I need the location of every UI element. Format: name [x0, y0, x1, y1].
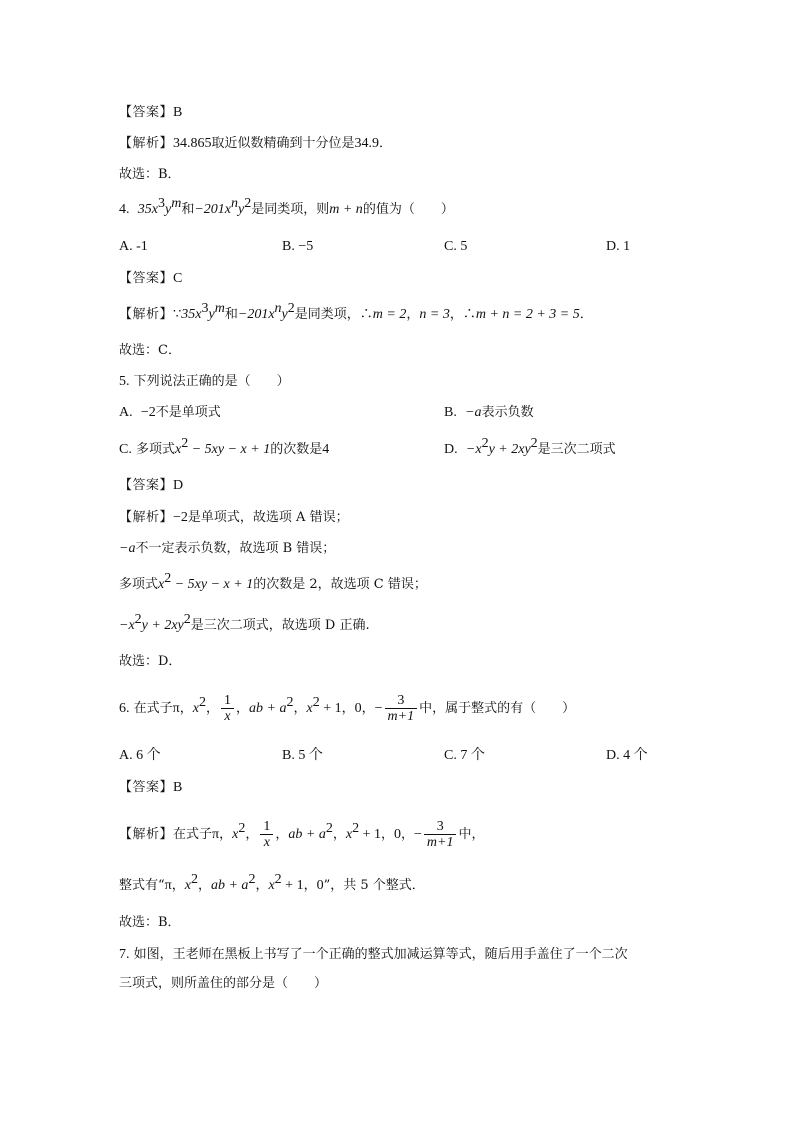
analysis-result: 34.9 [354, 136, 380, 151]
stem-text: 的值为（ ） [362, 202, 454, 217]
q3-choice-line: 故选：B． [119, 167, 181, 182]
exponent: 3 [157, 196, 165, 211]
exponent: 2 [312, 695, 320, 710]
expression: − 5xy − x + 1 [188, 442, 271, 457]
exponent: 2 [198, 695, 206, 710]
analysis-text: 是同类项， [294, 307, 360, 322]
q5-option-c[interactable] [119, 436, 330, 459]
question-number: 4. [119, 202, 130, 217]
fraction-1-over-x [260, 819, 273, 850]
q5-option-b[interactable] [444, 404, 534, 422]
analysis-end: ． [379, 136, 393, 151]
q4-option-b[interactable]: B. −5 [282, 239, 314, 254]
expression: −2 [140, 405, 156, 420]
expression: x [345, 827, 353, 842]
term: y [281, 307, 288, 322]
option-label: B. [444, 405, 457, 420]
analysis-label: 【解析】 [119, 510, 174, 525]
connector: 和 [181, 202, 195, 217]
term: 35x [181, 307, 202, 322]
punct: ， [235, 701, 249, 716]
stem-text: 在式子 [133, 701, 173, 716]
analysis-label: 【解析】 [119, 307, 174, 322]
q4-choice-line: 故选：C． [119, 343, 181, 358]
therefore-symbol: ∴ [462, 307, 476, 322]
exponent: 2 [352, 821, 360, 836]
fraction-denominator: x [224, 709, 231, 724]
q6-choice-line: 故选：B． [119, 915, 181, 930]
option-number: 4 [322, 442, 330, 457]
exponent: 2 [183, 612, 191, 627]
q6-option-b[interactable]: B. 5 个 [282, 748, 323, 763]
q6-option-a[interactable]: A. 6 个 [119, 748, 161, 763]
q5-option-d[interactable] [444, 436, 616, 459]
q5-answer-line [119, 477, 183, 495]
question-number: 6. [119, 701, 130, 716]
punct: ， [400, 827, 414, 842]
pi-symbol: π [164, 878, 172, 893]
question-number: 7. [119, 947, 130, 962]
exponent: 2 [238, 821, 246, 836]
q5-analysis-line-1 [119, 509, 349, 527]
question-number: 5. [119, 374, 130, 389]
fraction-1-over-x [221, 693, 234, 724]
fraction-numerator: 3 [424, 819, 457, 835]
analysis-text: 中， [458, 827, 485, 842]
expression: + 1 [281, 878, 304, 893]
analysis-text: ”，共 5 个整式． [323, 878, 425, 893]
fraction-denominator: x [263, 835, 270, 850]
analysis-number: 34.865 [173, 136, 212, 151]
option-text: 是三次二项式 [537, 442, 616, 457]
q5-analysis-line-2 [119, 540, 335, 558]
q4-option-a[interactable]: A. -1 [119, 239, 148, 254]
expression: + 1 [319, 701, 342, 716]
expression: − 5xy − x + 1 [171, 577, 254, 592]
punct: ， [205, 701, 219, 716]
stem-text: 是同类项，则 [251, 202, 330, 217]
exponent: 2 [248, 872, 256, 887]
q4-answer-line [119, 270, 182, 288]
q7-stem-line-1 [119, 946, 628, 964]
term: 35x [137, 202, 158, 217]
expression: x [306, 701, 313, 716]
expression: y + 2xy [488, 442, 531, 457]
exponent: 2 [287, 301, 295, 316]
option-text: 多项式 [135, 442, 175, 457]
punct: ， [197, 878, 211, 893]
punct: ， [341, 701, 355, 716]
exponent: n [231, 196, 239, 211]
term: −201x [237, 307, 275, 322]
term: y [208, 307, 215, 322]
expression: −x [465, 442, 482, 457]
analysis-text: 是三次二项式，故选项 D 正确. [190, 618, 370, 633]
q5-choice-line: 故选：D． [119, 654, 182, 669]
q4-option-c[interactable]: C. 5 [444, 239, 468, 254]
analysis-text: 不一定表示负数，故选项 B 错误； [135, 541, 336, 556]
q3-analysis-line [119, 135, 392, 153]
expression: m + n [329, 202, 363, 217]
option-label: A. [119, 405, 133, 420]
answer-label: 【答案】 [119, 478, 174, 493]
exponent: 2 [325, 821, 333, 836]
punct: ， [380, 827, 394, 842]
therefore-symbol: ∴ [359, 307, 373, 322]
exponent: m [171, 196, 182, 211]
exponent: 3 [201, 301, 209, 316]
expression: x [158, 577, 165, 592]
expression: x [268, 878, 275, 893]
fraction-3-over-m-plus-1 [424, 819, 457, 850]
exponent: 2 [181, 436, 189, 451]
expression: −a [119, 541, 136, 556]
option-text: 不是单项式 [155, 405, 221, 420]
expression: ab + a [249, 701, 287, 716]
exponent: m [214, 301, 225, 316]
exponent: 2 [134, 612, 142, 627]
connector: 和 [224, 307, 238, 322]
pi-symbol: π [212, 827, 220, 842]
term: y [238, 202, 245, 217]
answer-label: 【答案】 [119, 780, 174, 795]
expression: ab + a [288, 827, 326, 842]
expression: x [192, 701, 199, 716]
q6-option-c[interactable]: C. 7 个 [444, 748, 485, 763]
exponent: 2 [530, 436, 538, 451]
punct: ， [171, 878, 185, 893]
q5-stem [119, 373, 290, 391]
q6-analysis-line [119, 818, 484, 852]
exponent: 2 [481, 436, 489, 451]
minus-sign: − [414, 827, 422, 842]
punct: ， [275, 827, 289, 842]
exponent: 2 [244, 196, 252, 211]
answer-label: 【答案】 [119, 271, 174, 286]
punct: ， [406, 307, 420, 322]
punct: ， [303, 878, 317, 893]
term: −201x [194, 202, 232, 217]
punct: ， [361, 701, 375, 716]
expression: + 1 [359, 827, 381, 842]
minus-sign: − [374, 701, 383, 716]
analysis-text: 取近似数精确到十分位是 [211, 136, 355, 151]
q7-stem-line-2: 三项式，则所盖住的部分是（ ） [119, 976, 328, 991]
expression: 0 [393, 827, 401, 842]
equation: m = 2 [372, 307, 407, 322]
q6-summary-line [119, 872, 425, 895]
expression: −a [465, 405, 482, 420]
exponent: 2 [286, 695, 294, 710]
q6-option-d[interactable]: D. 4 个 [606, 748, 648, 763]
fraction-numerator: 3 [385, 693, 418, 709]
analysis-label: 【解析】 [119, 136, 174, 151]
punct: ， [219, 827, 233, 842]
q5-analysis-line-3 [119, 571, 427, 594]
q4-analysis-line [119, 301, 593, 324]
analysis-text: 多项式 [119, 577, 159, 592]
pi-symbol: π [172, 701, 180, 716]
answer-value: B [173, 105, 183, 120]
punct: ， [245, 827, 259, 842]
because-symbol: ∵ [173, 307, 182, 322]
option-text: 的次数是 [270, 442, 323, 457]
exponent: 2 [274, 872, 282, 887]
expression: x [232, 827, 239, 842]
q3-answer-line [119, 104, 182, 122]
exponent: 2 [190, 872, 198, 887]
punct: ， [293, 701, 307, 716]
option-label: C. [119, 442, 132, 457]
expression: y + 2xy [141, 618, 184, 633]
punct: ， [332, 827, 346, 842]
answer-label: 【答案】 [119, 105, 174, 120]
analysis-text: 整式有“ [119, 878, 165, 893]
fraction-denominator: m+1 [426, 835, 454, 850]
analysis-label: 【解析】 [119, 827, 174, 842]
q6-stem [119, 692, 575, 726]
q5-analysis-line-4 [119, 612, 370, 635]
answer-value: C [173, 271, 183, 286]
answer-value: D [173, 478, 184, 493]
exponent: 2 [164, 571, 172, 586]
fraction-3-over-m-plus-1 [385, 693, 418, 724]
analysis-text: 的次数是 2，故选项 C 错误； [253, 577, 427, 592]
expression: ab + a [210, 878, 249, 893]
fraction-numerator: 1 [260, 819, 273, 835]
equation: m + n = 2 + 3 = 5 [475, 307, 580, 322]
expression: −x [119, 618, 135, 633]
punct: ， [255, 878, 269, 893]
punct: ， [449, 307, 463, 322]
analysis-text: 是单项式，故选项 A 错误； [187, 510, 349, 525]
analysis-text: 在式子 [173, 827, 213, 842]
q5-option-a[interactable] [119, 404, 221, 422]
exponent: n [274, 301, 282, 316]
punct: ， [179, 701, 193, 716]
option-text: 表示负数 [481, 405, 534, 420]
expression: 0 [354, 701, 362, 716]
stem-text: 中，属于整式的有（ ） [419, 701, 576, 716]
stem-text: 如图，王老师在黑板上书写了一个正确的整式加减运算等式，随后用手盖住了一个二次 [133, 947, 628, 962]
q4-option-d[interactable]: D. 1 [606, 239, 631, 254]
q4-stem [119, 196, 454, 219]
punct: ． [579, 307, 593, 322]
expression: 0 [316, 878, 324, 893]
fraction-numerator: 1 [221, 693, 234, 709]
expression: x [175, 442, 182, 457]
fraction-denominator: m+1 [387, 709, 415, 724]
option-label: D. [444, 442, 458, 457]
expression: −2 [173, 510, 188, 525]
expression: x [184, 878, 191, 893]
term: y [164, 202, 172, 217]
stem-text: 下列说法正确的是（ ） [133, 374, 290, 389]
q6-answer-line [119, 779, 182, 797]
answer-value: B [173, 780, 183, 795]
equation: n = 3 [419, 307, 450, 322]
